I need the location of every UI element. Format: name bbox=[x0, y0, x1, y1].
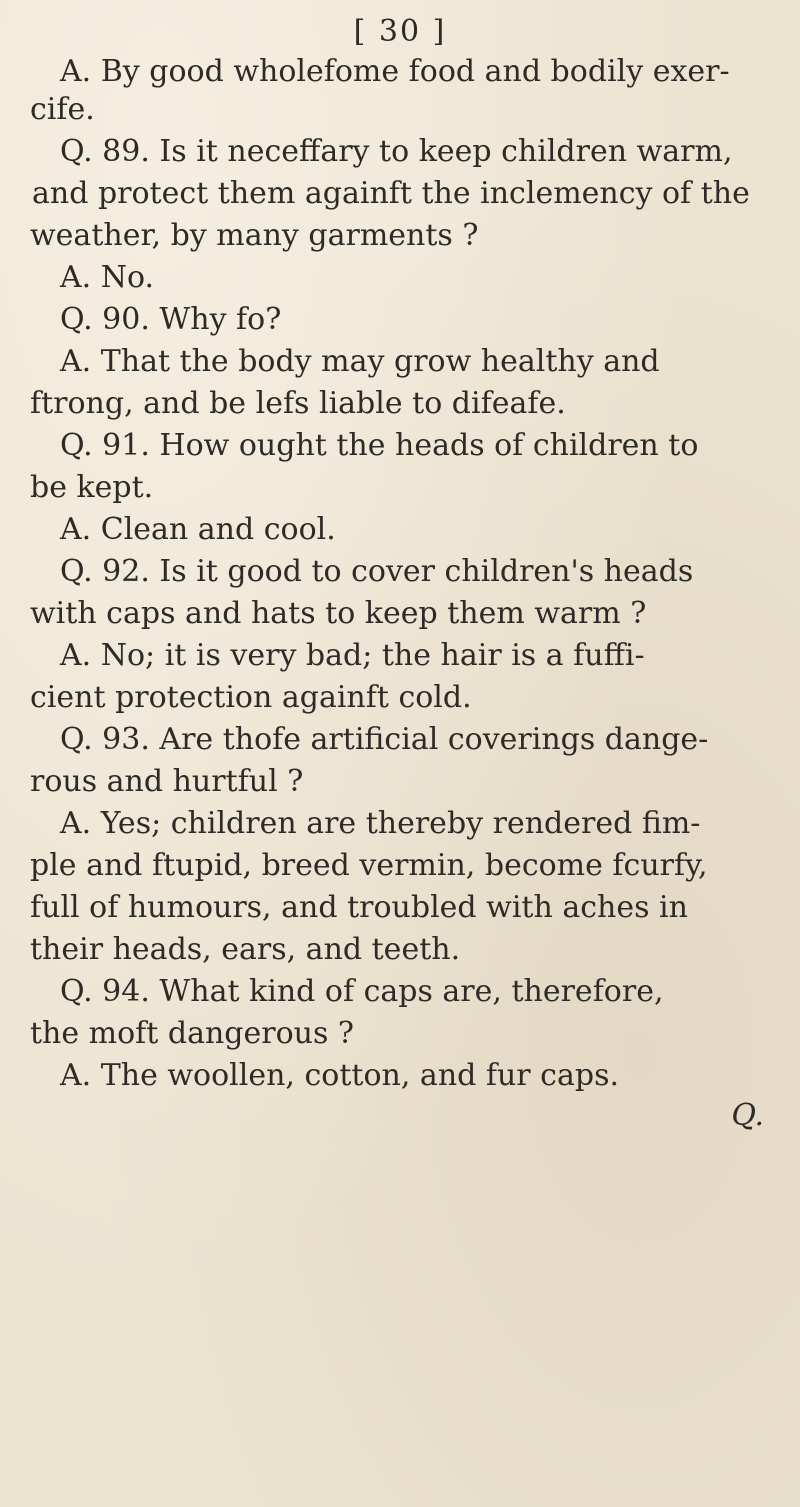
page-number: [ 30 ] bbox=[353, 14, 447, 49]
text-line: Q. 94. What kind of caps are, therefore, bbox=[60, 974, 664, 1009]
text-line: their heads, ears, and teeth. bbox=[30, 932, 461, 967]
text-line: Q. 92. Is it good to cover children's heads bbox=[60, 554, 694, 589]
text-line: A. No; it is very bad; the hair is a fuffi- bbox=[60, 638, 645, 673]
text-line: A. No. bbox=[60, 260, 155, 295]
text-line: with caps and hats to keep them warm ? bbox=[30, 596, 647, 631]
text-line: cife. bbox=[30, 92, 95, 127]
text-line: A. By good wholefome food and bodily exer- bbox=[60, 54, 730, 89]
text-line: the moft dangerous ? bbox=[30, 1016, 354, 1051]
text-line: full of humours, and troubled with aches in bbox=[30, 890, 688, 925]
text-line: Q. 89. Is it neceffary to keep children warm, bbox=[60, 134, 733, 169]
text-line: A. Yes; children are thereby rendered fim- bbox=[60, 806, 701, 841]
text-line: cient protection againft cold. bbox=[30, 680, 472, 715]
text-line: ftrong, and be lefs liable to difeafe. bbox=[30, 386, 566, 421]
text-line: Q. 93. Are thofe artificial coverings dange- bbox=[60, 722, 709, 757]
text-line: be kept. bbox=[30, 470, 154, 505]
text-line: ple and ftupid, breed vermin, become fcurfy, bbox=[30, 848, 708, 883]
text-line: weather, by many garments ? bbox=[30, 218, 479, 253]
text-line: A. Clean and cool. bbox=[60, 512, 336, 547]
text-line: Q. 91. How ought the heads of children to bbox=[60, 428, 699, 463]
text-line: A. That the body may grow healthy and bbox=[60, 344, 660, 379]
text-line: rous and hurtful ? bbox=[30, 764, 304, 799]
text-line: and protect them againft the inclemency of the bbox=[32, 176, 750, 211]
text-line: A. The woollen, cotton, and fur caps. bbox=[60, 1058, 619, 1093]
signature-mark: Q. bbox=[731, 1098, 764, 1133]
text-line: Q. 90. Why fo? bbox=[60, 302, 282, 337]
